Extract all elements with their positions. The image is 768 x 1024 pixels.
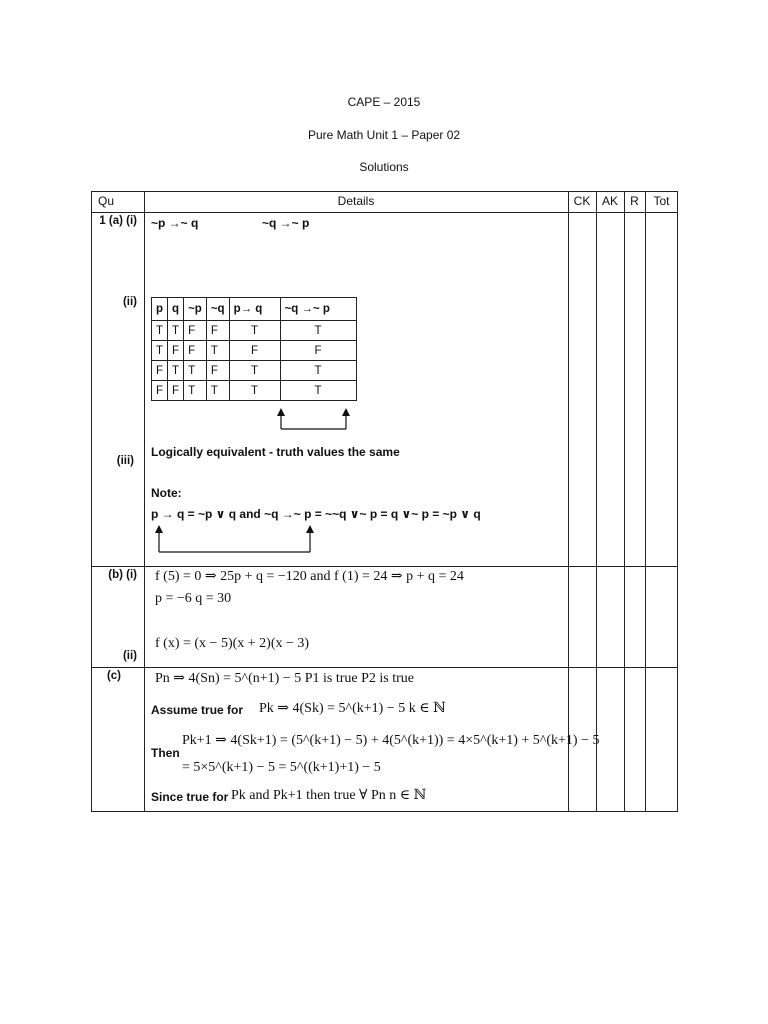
row-divider [92, 566, 677, 567]
truth-table-row [152, 341, 357, 361]
note-expression: p → q = ~p ∨ q and ~q →~ p = ~~q ∨~ p = q ∨~ p = ~p ∨ q [151, 507, 481, 521]
truth-cell: T [280, 361, 356, 381]
truth-cell: T [168, 321, 184, 341]
col-divider [624, 192, 625, 811]
c-since-label: Since true for [151, 790, 229, 804]
col-divider [596, 192, 597, 811]
col-divider [645, 192, 646, 811]
truth-table-row [152, 361, 357, 381]
truth-cell: T [229, 381, 280, 401]
col-header-tot: Tot [653, 194, 670, 208]
truth-header-cell: ~p [184, 298, 207, 321]
truth-table-row [152, 381, 357, 401]
truth-cell: F [184, 341, 207, 361]
truth-cell: T [184, 381, 207, 401]
row-divider [92, 667, 677, 668]
solutions-table [91, 191, 678, 812]
col-divider [568, 192, 569, 811]
truth-cell: T [152, 321, 168, 341]
truth-cell: F [152, 381, 168, 401]
equivalence-statement: Logically equivalent - truth values the same [151, 445, 400, 459]
col-header-details: Details [337, 194, 375, 208]
truth-cell: T [152, 341, 168, 361]
truth-cell: F [184, 321, 207, 341]
truth-cell: T [280, 321, 356, 341]
expression-converse: ~q →~ p [262, 216, 310, 230]
doc-title: CAPE – 2015 [347, 95, 421, 109]
truth-header-cell: p [152, 298, 168, 321]
truth-cell: T [206, 381, 229, 401]
question-label: (ii) [122, 296, 137, 308]
question-label: (ii) [122, 650, 137, 662]
truth-header-cell: ~q →~ p [280, 298, 356, 321]
col-header-r: R [630, 194, 639, 208]
truth-cell: T [206, 341, 229, 361]
col-header-ck: CK [573, 194, 591, 208]
c-assume-label: Assume true for [151, 703, 244, 717]
b-solution-line: p = −6 q = 30 [155, 591, 232, 606]
expression-contrapositive: ~p →~ q [151, 216, 199, 230]
truth-cell: F [229, 341, 280, 361]
b-factorisation-line: f (x) = (x − 5)(x + 2)(x − 3) [155, 636, 310, 651]
doc-section: Solutions [359, 160, 409, 174]
truth-cell: T [280, 381, 356, 401]
truth-cell: T [229, 321, 280, 341]
truth-cell: F [168, 381, 184, 401]
doc-subtitle: Pure Math Unit 1 – Paper 02 [307, 128, 461, 142]
truth-cell: T [168, 361, 184, 381]
c-assume-math: Pk ⇒ 4(Sk) = 5^(k+1) − 5 k ∈ ℕ [259, 701, 446, 716]
truth-cell: F [280, 341, 356, 361]
col-header-qu: Qu [98, 194, 115, 208]
truth-cell: F [168, 341, 184, 361]
truth-table-header [152, 298, 357, 321]
b-equation-line: f (5) = 0 ⇒ 25p + q = −120 and f (1) = 24 ⇒ p + q = 24 [155, 569, 464, 584]
equivalence-bracket-arrow [270, 405, 360, 435]
truth-cell: T [184, 361, 207, 381]
question-label: (iii) [116, 455, 134, 467]
c-then-math-continued: = 5×5^(k+1) − 5 = 5^((k+1)+1) − 5 [182, 760, 381, 775]
truth-cell: T [229, 361, 280, 381]
truth-header-cell: p→ q [229, 298, 280, 321]
truth-header-cell: q [168, 298, 184, 321]
truth-table-row [152, 321, 357, 341]
col-header-ak: AK [601, 194, 618, 208]
c-statement-line: Pn ⇒ 4(Sn) = 5^(n+1) − 5 P1 is true P2 is true [155, 671, 414, 686]
c-then-label: Then [151, 746, 180, 760]
row-divider [92, 212, 677, 213]
question-label: (c) [106, 670, 121, 682]
c-then-math: Pk+1 ⇒ 4(Sk+1) = (5^(k+1) − 5) + 4(5^(k+1)) = 4×5^(k+1) + 5^(k+1) − 5 [182, 733, 600, 748]
truth-header-cell: ~q [206, 298, 229, 321]
c-since-math: Pk and Pk+1 then true ∀ Pn n ∈ ℕ [231, 788, 427, 803]
truth-cell: F [206, 361, 229, 381]
truth-table [151, 297, 357, 401]
note-bracket-arrow [150, 520, 320, 556]
truth-cell: F [152, 361, 168, 381]
truth-cell: F [206, 321, 229, 341]
question-label: (b) (i) [108, 569, 137, 581]
note-label: Note: [151, 486, 182, 500]
question-label: 1 (a) (i) [99, 215, 137, 227]
col-divider [144, 192, 145, 811]
